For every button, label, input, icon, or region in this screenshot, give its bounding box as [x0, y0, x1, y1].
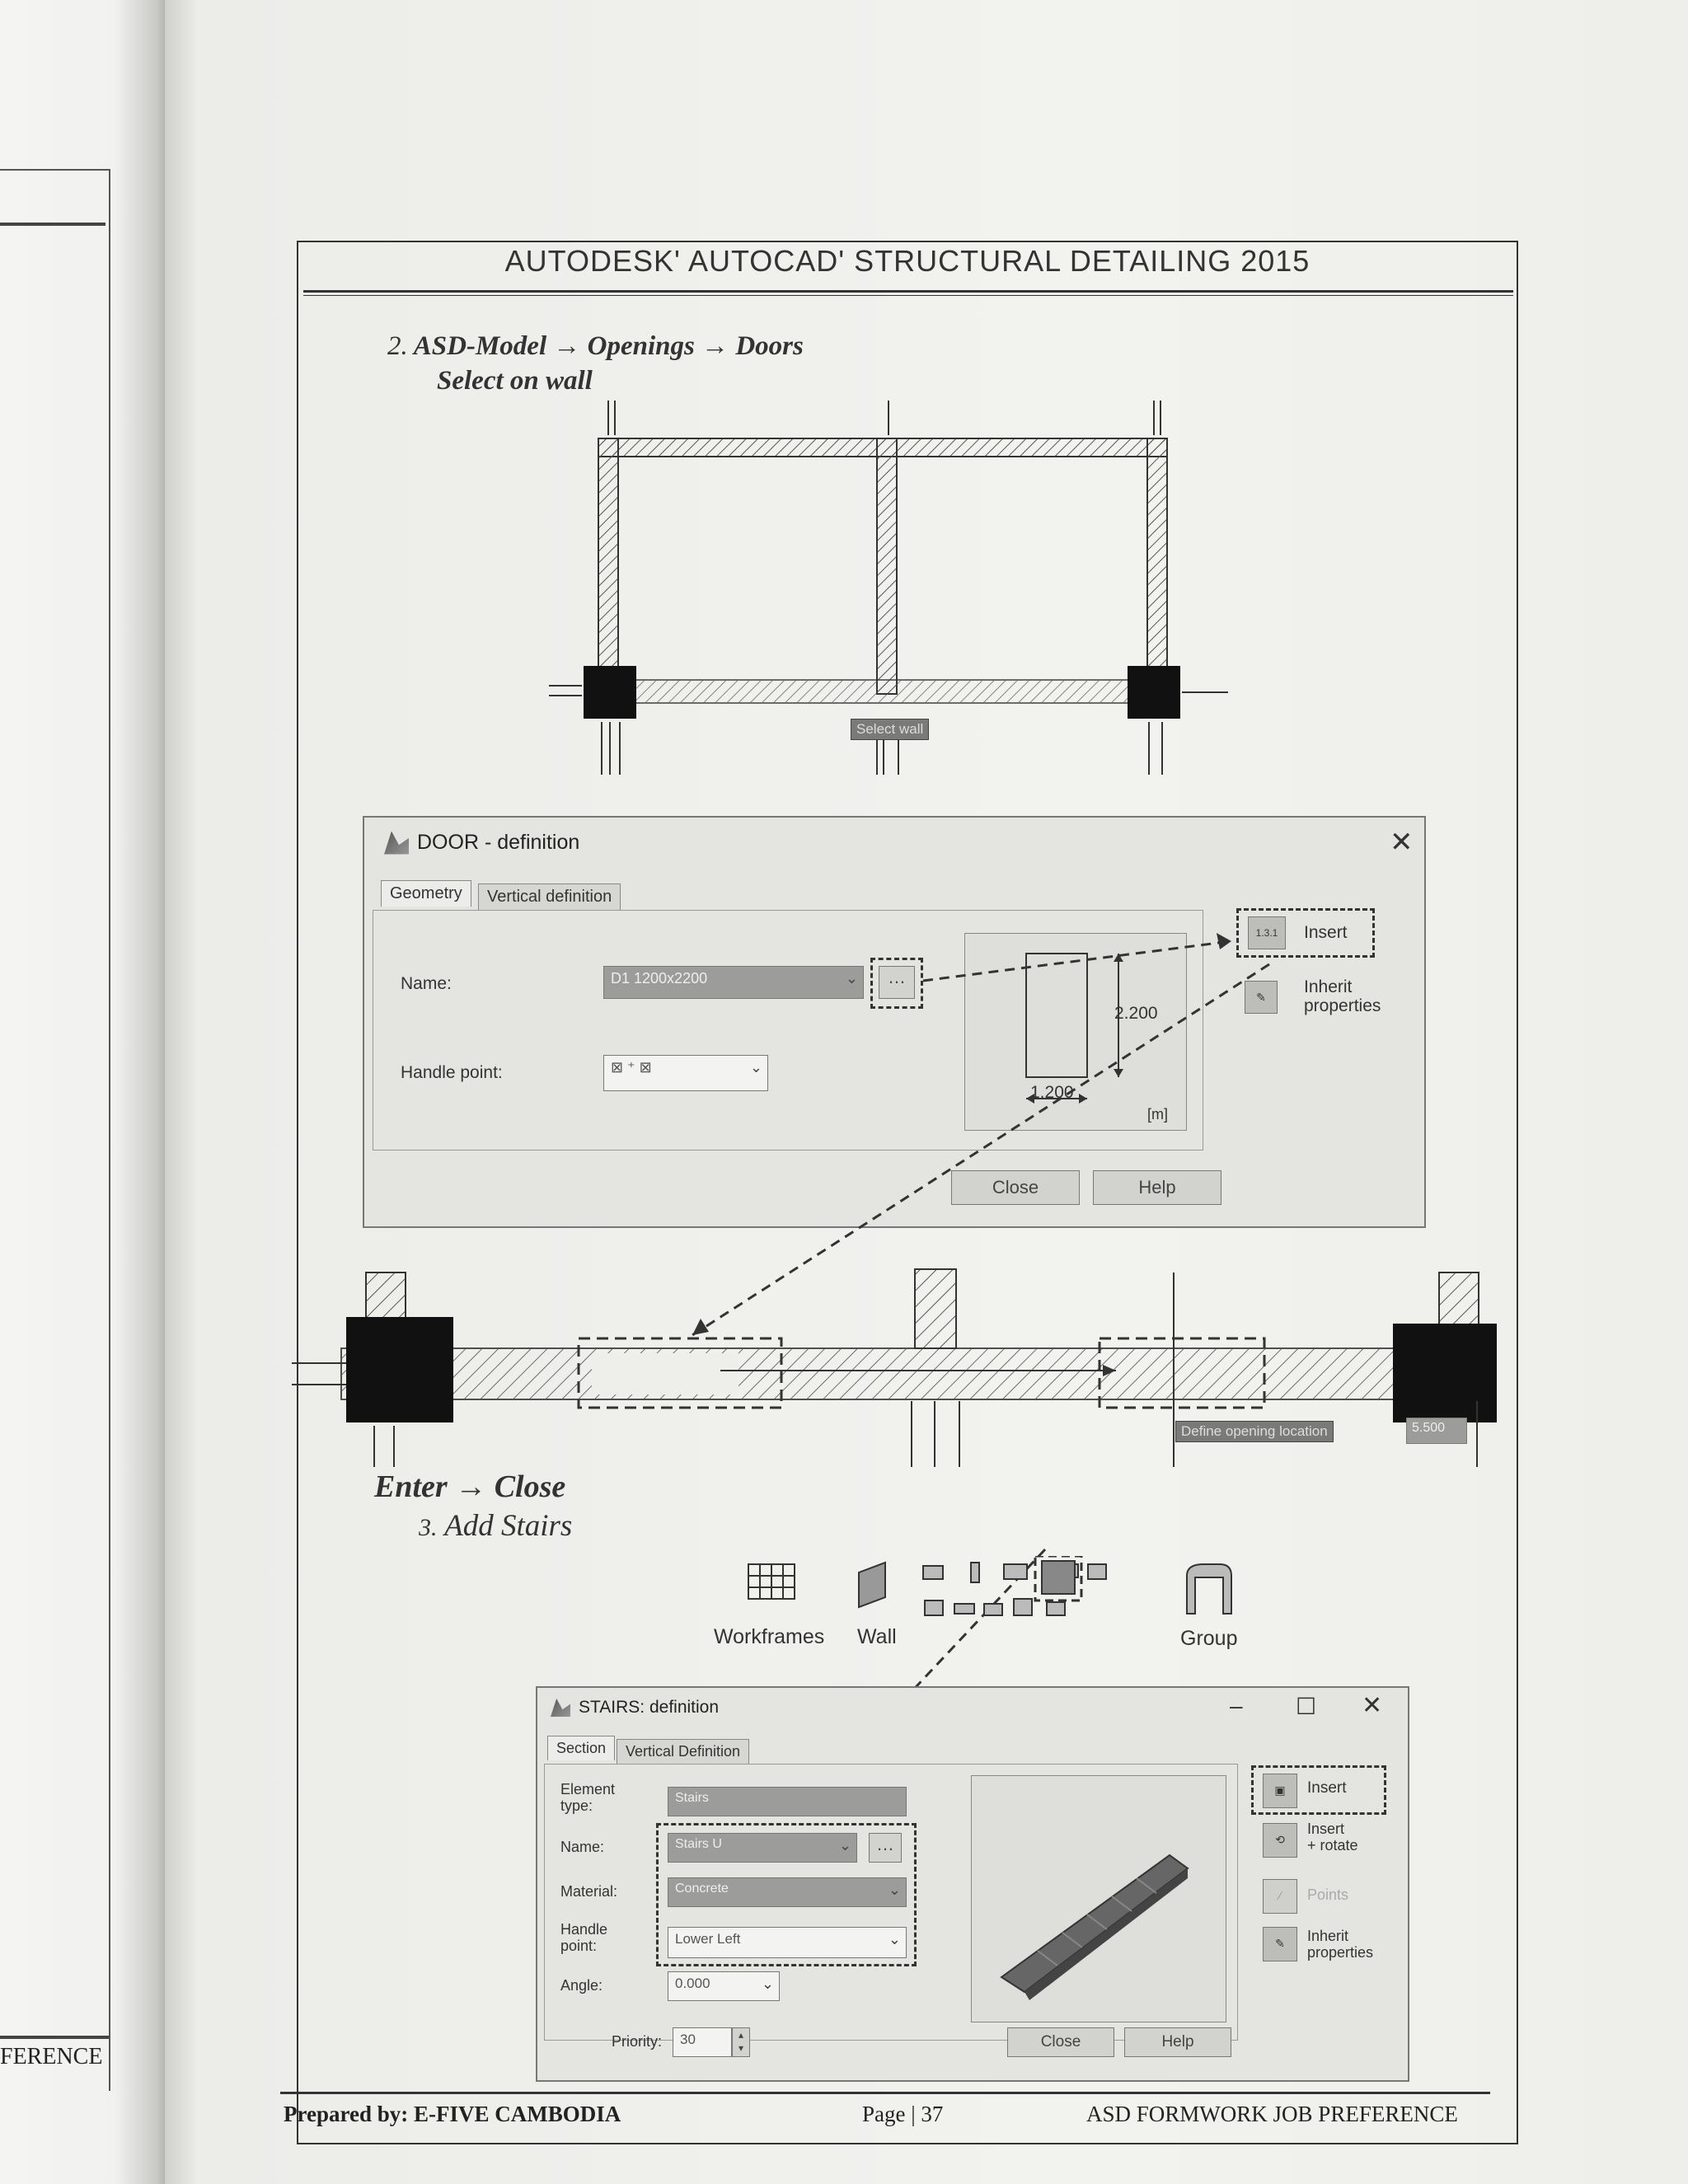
stairs-name-value: Stairs U [675, 1837, 722, 1851]
enter-close-instruction: Enter → Close [374, 1469, 566, 1504]
stairs-inherit-label[interactable]: Inherit properties [1307, 1928, 1374, 1961]
stairs-handle-label: Handle point: [560, 1921, 608, 1954]
step-3-heading [419, 1508, 572, 1544]
ribbon-group-label[interactable]: Group [1180, 1627, 1238, 1650]
door-width-dim: 1.200 [1030, 1083, 1074, 1102]
opening-distance-input[interactable]: 5.500 [1406, 1418, 1467, 1444]
stairs-dialog-title: STAIRS: definition [579, 1698, 720, 1717]
chevron-down-icon: ⌄ [845, 970, 858, 987]
tab-vertical-definition[interactable]: Vertical Definition [617, 1739, 749, 1764]
stairs-name-label: Name: [560, 1839, 605, 1855]
ribbon-workframes-label[interactable]: Workframes [714, 1625, 825, 1648]
close-icon[interactable]: ✕ [1362, 1692, 1383, 1719]
wall-icon[interactable] [859, 1563, 885, 1607]
chevron-down-icon: ⌄ [838, 1837, 851, 1854]
chevron-down-icon: ⌄ [888, 1882, 901, 1898]
inherit-properties-icon[interactable]: ✎ [1245, 981, 1278, 1014]
door-height-dim: 2.200 [1114, 1004, 1158, 1023]
priority-label: Priority: [612, 2033, 663, 2050]
material-value: Concrete [675, 1882, 729, 1896]
footer-rule [280, 2092, 1490, 2094]
wall-stub-center [915, 1269, 956, 1348]
priority-spinner[interactable]: ▴ ▾ [732, 2027, 750, 2057]
stairs-preview-drawing [972, 1776, 1226, 2022]
tab-geometry[interactable]: Geometry [381, 880, 471, 907]
footer-right: ASD FORMWORK JOB PREFERENCE [1086, 2102, 1458, 2126]
door-opening-gap [592, 1353, 738, 1394]
stairs-name-options-button[interactable]: … [869, 1833, 902, 1863]
handle-point-label: Handle point: [401, 1063, 503, 1082]
column-right [1393, 1324, 1497, 1422]
maximize-icon[interactable]: ☐ [1296, 1694, 1317, 1719]
step-2-path: ASD-Model → Openings → Doors [413, 331, 804, 361]
close-icon[interactable]: ✕ [1390, 827, 1414, 858]
minimize-icon[interactable]: – [1230, 1693, 1243, 1718]
material-label: Material: [560, 1883, 618, 1900]
stairs-definition-dialog [536, 1686, 1409, 2082]
priority-input[interactable]: 30 [673, 2027, 732, 2057]
app-icon [551, 1699, 570, 1717]
name-label: Name: [401, 974, 452, 993]
stairs-icon[interactable] [1042, 1561, 1075, 1594]
wall-segment [341, 1348, 1462, 1399]
door-close-button[interactable]: Close [951, 1170, 1080, 1205]
step-2-number: 2. [387, 331, 408, 361]
insert-rotate-label[interactable]: Insert + rotate [1307, 1821, 1358, 1854]
tab-section[interactable]: Section [547, 1736, 615, 1760]
workframes-icon[interactable] [748, 1564, 795, 1599]
insert-rotate-icon[interactable]: ⟲ [1263, 1823, 1297, 1858]
handle-point-value: ⊠ ⁺ ⊠ [611, 1059, 652, 1076]
door-name-value: D1 1200x2200 [611, 970, 708, 987]
chevron-down-icon: ⌄ [761, 1975, 774, 1992]
page-header-title: AUTODESK' AUTOCAD' STRUCTURAL DETAILING 2015 [504, 244, 1311, 278]
define-opening-tooltip [1175, 1421, 1334, 1442]
step-3-number: 3. [419, 1514, 438, 1541]
tab-vertical-definition[interactable]: Vertical definition [478, 883, 621, 910]
door-dialog-title: DOOR - definition [417, 831, 580, 854]
unit-label: [m] [1147, 1106, 1168, 1122]
structure-tools-icons[interactable] [923, 1563, 1106, 1615]
stairs-fields-highlight [656, 1823, 917, 1966]
stairs-close-button[interactable]: Close [1007, 2027, 1114, 2057]
stairs-handle-value: Lower Left [675, 1931, 741, 1947]
select-wall-tooltip: Select wall [851, 719, 929, 740]
step-3-text: Add Stairs [444, 1509, 573, 1543]
element-type-label: Element type: [560, 1781, 616, 1814]
points-icon[interactable]: ⁄ [1263, 1879, 1297, 1914]
points-label[interactable]: Points [1307, 1886, 1349, 1903]
stairs-preview [971, 1775, 1226, 2022]
name-options-button[interactable]: … [879, 966, 915, 999]
stairs-insert-label[interactable]: Insert [1307, 1779, 1347, 1797]
stairs-inherit-icon[interactable]: ✎ [1263, 1927, 1297, 1961]
chevron-down-icon: ⌄ [888, 1931, 901, 1947]
insert-label[interactable]: Insert [1304, 923, 1348, 942]
chevron-down-icon: ⌄ [749, 1059, 762, 1076]
column-left [346, 1317, 453, 1422]
stairs-dialog-title-bar [551, 1698, 719, 1718]
inherit-properties-label[interactable]: Inherit properties [1304, 977, 1381, 1016]
define-opening-text: Define opening location [1181, 1423, 1328, 1439]
footer-left: Prepared by: E-FIVE CAMBODIA [284, 2102, 621, 2126]
ribbon-wall-label[interactable]: Wall [857, 1625, 897, 1648]
angle-label: Angle: [560, 1977, 603, 1994]
element-type-field: Stairs [668, 1787, 907, 1816]
angle-select[interactable] [668, 1971, 780, 2001]
stairs-help-button[interactable]: Help [1124, 2027, 1231, 2057]
footer-page-number: Page | 37 [862, 2102, 944, 2126]
group-icon[interactable] [1187, 1564, 1231, 1614]
stairs-insert-highlight [1251, 1765, 1386, 1815]
door-help-button[interactable]: Help [1093, 1170, 1221, 1205]
left-page-footer: FERENCE [0, 2044, 103, 2069]
stairs-insert-icon[interactable]: ▣ [1263, 1774, 1297, 1808]
angle-value: 0.000 [675, 1975, 710, 1991]
arrow-name-to-insert [923, 941, 1231, 981]
plan-drawing-wall-detail [292, 1261, 1497, 1475]
step-2-subtext: Select on wall [437, 366, 593, 396]
insert-icon[interactable]: 1.3.1 [1248, 916, 1286, 949]
